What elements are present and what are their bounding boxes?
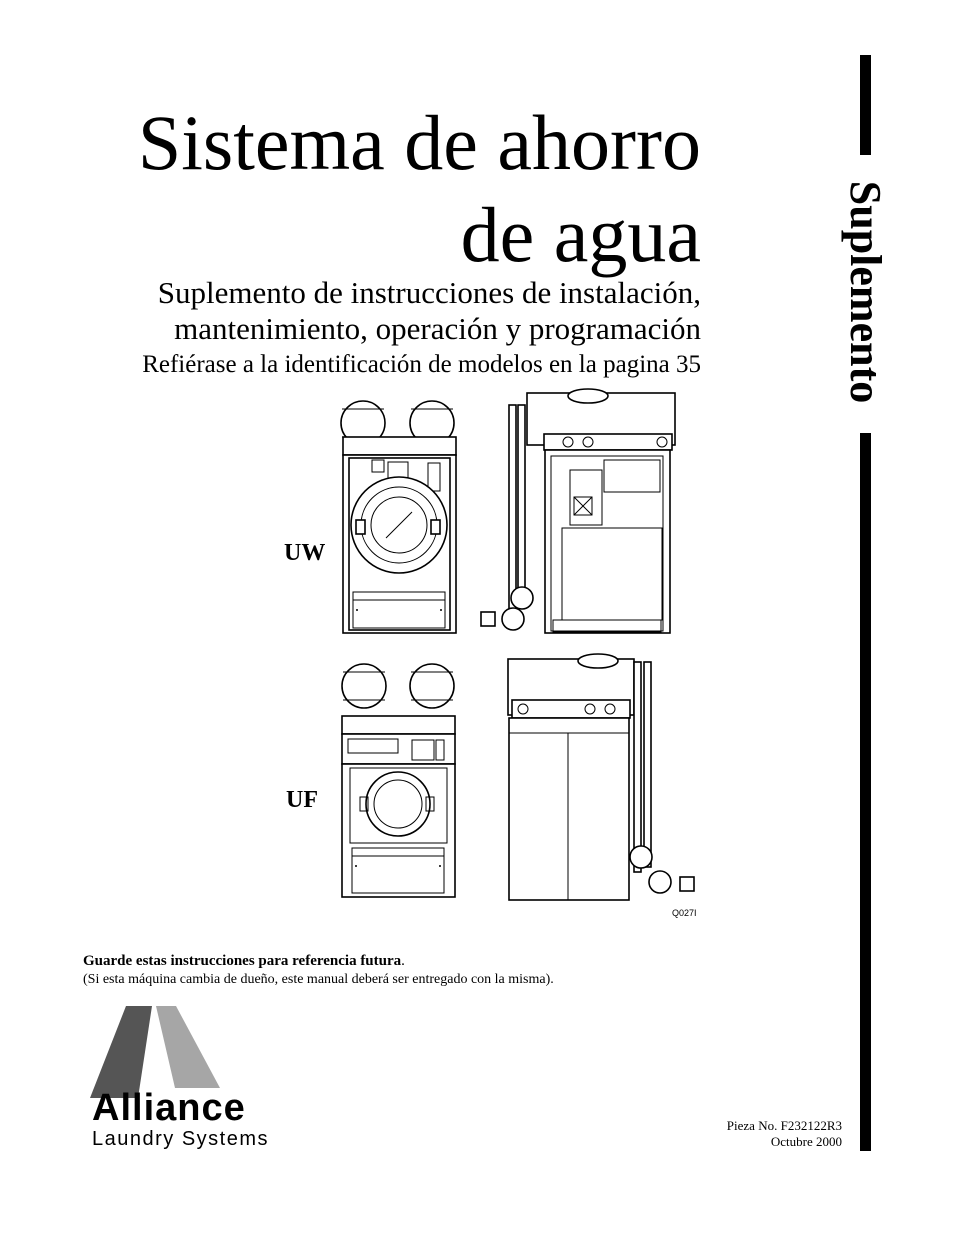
logo-rest: lliance <box>120 1087 246 1129</box>
part-number: Pieza No. F232122R3 <box>726 1118 842 1133</box>
side-label: Suplemento <box>841 180 890 404</box>
owner-change-note: (Si esta máquina cambia de dueño, este manual deberá ser entregado con la misma). <box>83 972 554 987</box>
logo-dark-triangle <box>90 1006 152 1098</box>
save-note-end: . <box>401 953 405 969</box>
logo-initial: A <box>92 1087 121 1129</box>
title-line-1: Sistema de ahorro <box>137 99 701 186</box>
figure-code: Q027I <box>672 908 697 918</box>
logo-wordmark <box>92 1088 246 1128</box>
publication-date: Octubre 2000 <box>770 1134 842 1149</box>
subtitle-line-3: Refiérase a la identificación de modelos en la pagina 35 <box>142 351 701 378</box>
save-note-bold: Guarde estas instrucciones para referencia futura <box>83 953 402 969</box>
subtitle-line-1: Suplemento de instrucciones de instalación, <box>157 275 701 310</box>
logo-subtitle: Laundry Systems <box>92 1128 270 1150</box>
subtitle-line-2: mantenimiento, operación y programación <box>174 311 701 346</box>
logo-light-triangle <box>156 1006 220 1088</box>
title-line-2: de agua <box>460 191 701 278</box>
model-label-uw: UW <box>284 540 326 566</box>
model-label-uf: UF <box>286 787 318 813</box>
